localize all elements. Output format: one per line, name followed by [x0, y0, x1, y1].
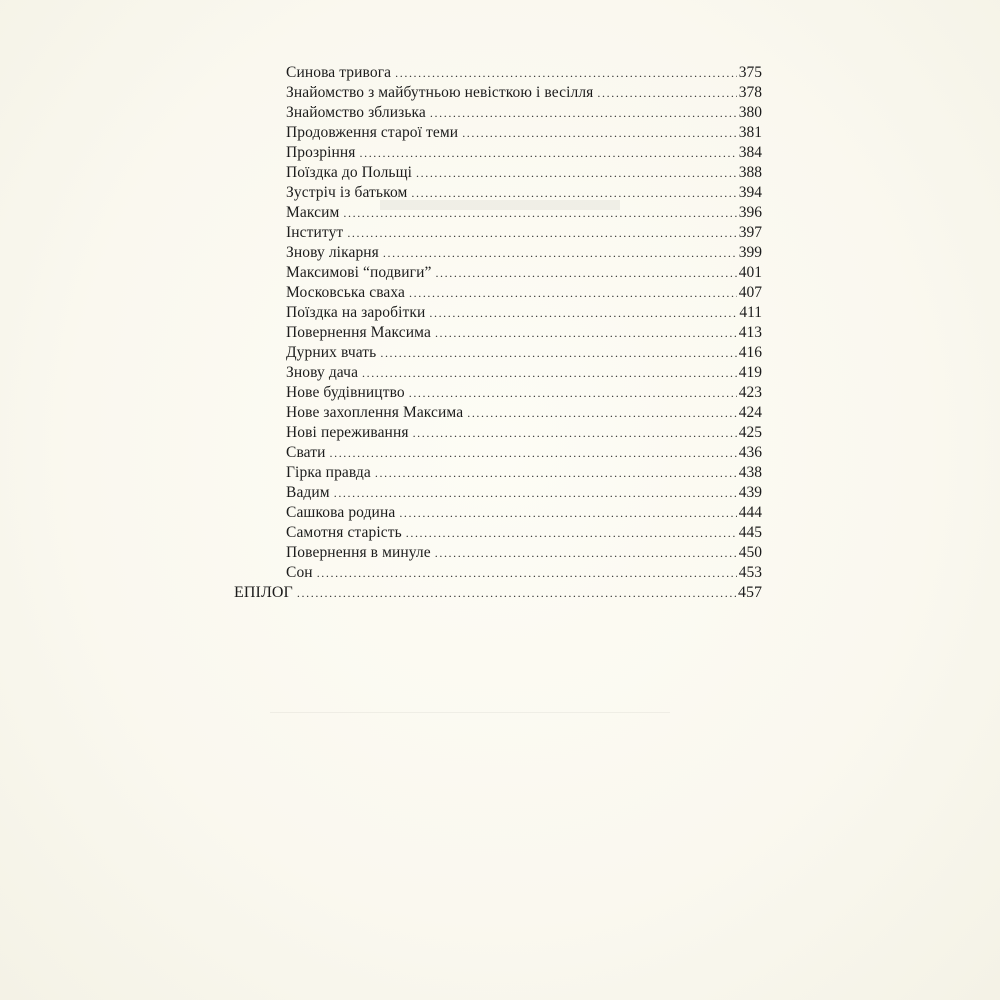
dot-leader	[409, 283, 737, 303]
toc-entry-page-number: 411	[739, 304, 762, 321]
toc-entry-page-number: 423	[738, 384, 762, 401]
toc-chapter-row	[234, 423, 762, 443]
table-of-contents	[234, 63, 762, 603]
dot-leader	[343, 203, 736, 223]
toc-entry-page-number: 375	[738, 64, 762, 81]
dot-leader	[334, 483, 737, 503]
toc-entry-page-number: 384	[738, 144, 762, 161]
toc-chapter-row	[234, 403, 762, 423]
toc-entry-page-number: 378	[738, 84, 762, 101]
toc-entry-title: Знову дача	[286, 364, 359, 381]
toc-entry-title: Нові переживання	[286, 424, 409, 441]
dot-leader	[435, 543, 737, 563]
dot-leader	[409, 383, 737, 403]
toc-chapter-row	[234, 103, 762, 123]
toc-chapter-row	[234, 363, 762, 383]
toc-entry-title: Гірка правда	[286, 464, 371, 481]
toc-entry-page-number: 396	[738, 204, 762, 221]
toc-entry-title: Зустріч із батьком	[286, 184, 408, 201]
toc-entry-title: Продовження старої теми	[286, 124, 459, 141]
dot-leader	[413, 423, 737, 443]
toc-entry-page-number: 413	[738, 324, 762, 341]
toc-chapter-row	[234, 283, 762, 303]
toc-entry-title: Прозріння	[286, 144, 356, 161]
dot-leader	[462, 123, 737, 143]
toc-entry-page-number: 416	[738, 344, 762, 361]
toc-chapter-row	[234, 243, 762, 263]
toc-entry-title: Максимові “подвиги”	[286, 264, 432, 281]
toc-entry-title: Свати	[286, 444, 326, 461]
toc-entry-title: Синова тривога	[286, 64, 392, 81]
dot-leader	[411, 183, 736, 203]
toc-entry-title: Самотня старість	[286, 524, 402, 541]
toc-entry-title: Вадим	[286, 484, 330, 501]
toc-chapter-row	[234, 303, 762, 323]
toc-entry-page-number: 457	[738, 584, 762, 601]
dot-leader	[375, 463, 737, 483]
toc-entry-page-number: 394	[738, 184, 762, 201]
toc-entry-page-number: 445	[738, 524, 762, 541]
dot-leader	[416, 163, 737, 183]
toc-entry-page-number: 397	[738, 224, 762, 241]
toc-entry-title: Знову лікарня	[286, 244, 379, 261]
toc-chapter-row	[234, 123, 762, 143]
dot-leader	[317, 563, 737, 583]
toc-entry-page-number: 424	[738, 404, 762, 421]
toc-entry-page-number: 453	[738, 564, 762, 581]
bleed-through-rule	[270, 712, 670, 713]
toc-entry-title: Повернення в минуле	[286, 544, 431, 561]
toc-chapter-row	[234, 143, 762, 163]
toc-chapter-row	[234, 83, 762, 103]
toc-entry-page-number: 380	[738, 104, 762, 121]
dot-leader	[360, 143, 737, 163]
toc-entry-title: Сашкова родина	[286, 504, 396, 521]
toc-entry-page-number: 444	[738, 504, 762, 521]
toc-entry-page-number: 436	[738, 444, 762, 461]
dot-leader	[429, 303, 737, 323]
toc-chapter-row	[234, 563, 762, 583]
toc-entry-page-number: 419	[738, 364, 762, 381]
dot-leader	[399, 503, 736, 523]
toc-chapter-row	[234, 203, 762, 223]
toc-chapter-row	[234, 183, 762, 203]
toc-entry-page-number: 425	[738, 424, 762, 441]
toc-entry-title: Дурних вчать	[286, 344, 377, 361]
toc-entry-title: Максим	[286, 204, 340, 221]
toc-chapter-row	[234, 343, 762, 363]
toc-chapter-row	[234, 443, 762, 463]
dot-leader	[383, 243, 737, 263]
toc-chapter-row	[234, 503, 762, 523]
toc-section-row	[234, 583, 762, 603]
dot-leader	[430, 103, 737, 123]
dot-leader	[467, 403, 737, 423]
toc-chapter-row	[234, 223, 762, 243]
toc-entry-title: Поїздка на заробітки	[286, 304, 426, 321]
dot-leader	[347, 223, 736, 243]
toc-chapter-row	[234, 463, 762, 483]
dot-leader	[435, 323, 737, 343]
dot-leader	[406, 523, 737, 543]
toc-chapter-row	[234, 323, 762, 343]
toc-entry-page-number: 399	[738, 244, 762, 261]
toc-entry-title: ЕПІЛОГ	[234, 584, 293, 601]
toc-entry-title: Поїздка до Польщі	[286, 164, 413, 181]
toc-entry-page-number: 439	[738, 484, 762, 501]
dot-leader	[330, 443, 737, 463]
toc-entry-title: Нове будівництво	[286, 384, 405, 401]
toc-entry-page-number: 401	[738, 264, 762, 281]
toc-entry-title: Московська сваха	[286, 284, 406, 301]
toc-entry-title: Нове захоплення Максима	[286, 404, 464, 421]
toc-entry-title: Інститут	[286, 224, 344, 241]
dot-leader	[435, 263, 736, 283]
toc-entry-title: Сон	[286, 564, 313, 581]
toc-entry-page-number: 407	[738, 284, 762, 301]
toc-chapter-row	[234, 483, 762, 503]
toc-entry-page-number: 450	[738, 544, 762, 561]
toc-entry-page-number: 381	[738, 124, 762, 141]
dot-leader	[380, 343, 736, 363]
toc-entry-title: Знайомство з майбутньою невісткою і весілля	[286, 84, 594, 101]
toc-entry-title: Знайомство зблизька	[286, 104, 426, 121]
dot-leader	[362, 363, 737, 383]
dot-leader	[297, 583, 736, 603]
toc-chapter-row	[234, 383, 762, 403]
toc-chapter-row	[234, 543, 762, 563]
toc-entry-page-number: 438	[738, 464, 762, 481]
toc-chapter-row	[234, 63, 762, 83]
toc-chapter-row	[234, 523, 762, 543]
toc-chapter-row	[234, 163, 762, 183]
toc-entry-page-number: 388	[738, 164, 762, 181]
dot-leader	[597, 83, 736, 103]
dot-leader	[395, 63, 737, 83]
toc-entry-title: Повернення Максима	[286, 324, 431, 341]
toc-chapter-row	[234, 263, 762, 283]
